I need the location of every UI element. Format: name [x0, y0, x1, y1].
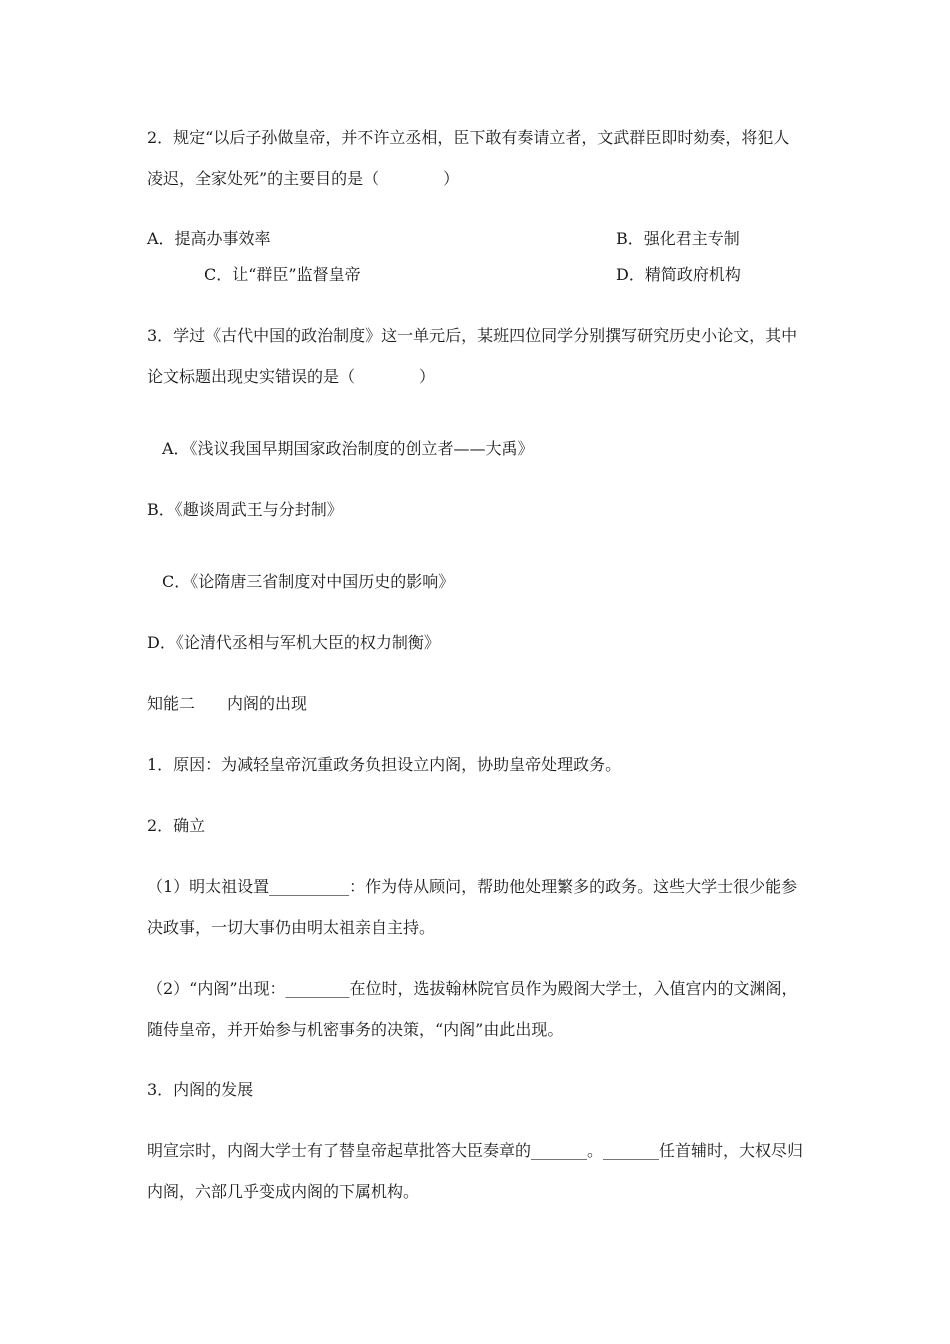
q3-option-a: A．《浅议我国早期国家政治制度的创立者——大禹》	[162, 439, 534, 458]
q3-option-b: B．《趣谈周武王与分封制》	[147, 500, 343, 519]
section2-item2-sub1-line1: （1）明太祖设置__________：作为侍从顾问，帮助他处理繁多的政务。这些大学士很少能参	[147, 877, 798, 896]
section2-item2-sub1-line2: 决政事，一切大事仍由明太祖亲自主持。	[147, 918, 436, 937]
q2-stem-line1: 2．规定“以后子孙做皇帝，并不许立丞相，臣下敢有奏请立者，文武群臣即时劾奏，将犯人	[147, 128, 790, 147]
q2-option-c: C．让“群臣”监督皇帝	[204, 265, 361, 284]
q3-stem-line1: 3．学过《古代中国的政治制度》这一单元后，某班四位同学分别撰写研究历史小论文，其中	[147, 326, 798, 345]
section2-item2-sub2-line2: 随侍皇帝，并开始参与机密事务的决策，“内阁”由此出现。	[147, 1020, 564, 1039]
q2-option-d: D．精简政府机构	[616, 265, 741, 284]
q2-stem-line2: 凌迟，全家处死”的主要目的是（ ）	[147, 169, 460, 188]
section2-item3-title: 3．内阁的发展	[147, 1080, 254, 1099]
q3-stem-line2: 论文标题出现史实错误的是（ ）	[147, 367, 436, 386]
q3-option-c: C．《论隋唐三省制度对中国历史的影响》	[162, 572, 455, 591]
q3-option-d: D．《论清代丞相与军机大臣的权力制衡》	[147, 633, 440, 652]
section2-item3-line2: 内阁，六部几乎变成内阁的下属机构。	[147, 1182, 420, 1201]
section2-item2-title: 2．确立	[147, 816, 206, 835]
section2-heading: 知能二 内阁的出现	[147, 694, 308, 713]
section2-item1: 1．原因：为减轻皇帝沉重政务负担设立内阁，协助皇帝处理政务。	[147, 755, 622, 774]
section2-item2-sub2-line1: （2）“内阁”出现：________在位时，选拔翰林院官员作为殿阁大学士，入值宫内的文渊阁，	[147, 979, 798, 998]
section2-item3-line1: 明宣宗时，内阁大学士有了替皇帝起草批答大臣奏章的_______。_______任首辅时，大权尽归	[147, 1141, 804, 1160]
q2-option-a: A．提高办事效率	[147, 229, 271, 248]
q2-option-b: B．强化君主专制	[616, 229, 740, 248]
